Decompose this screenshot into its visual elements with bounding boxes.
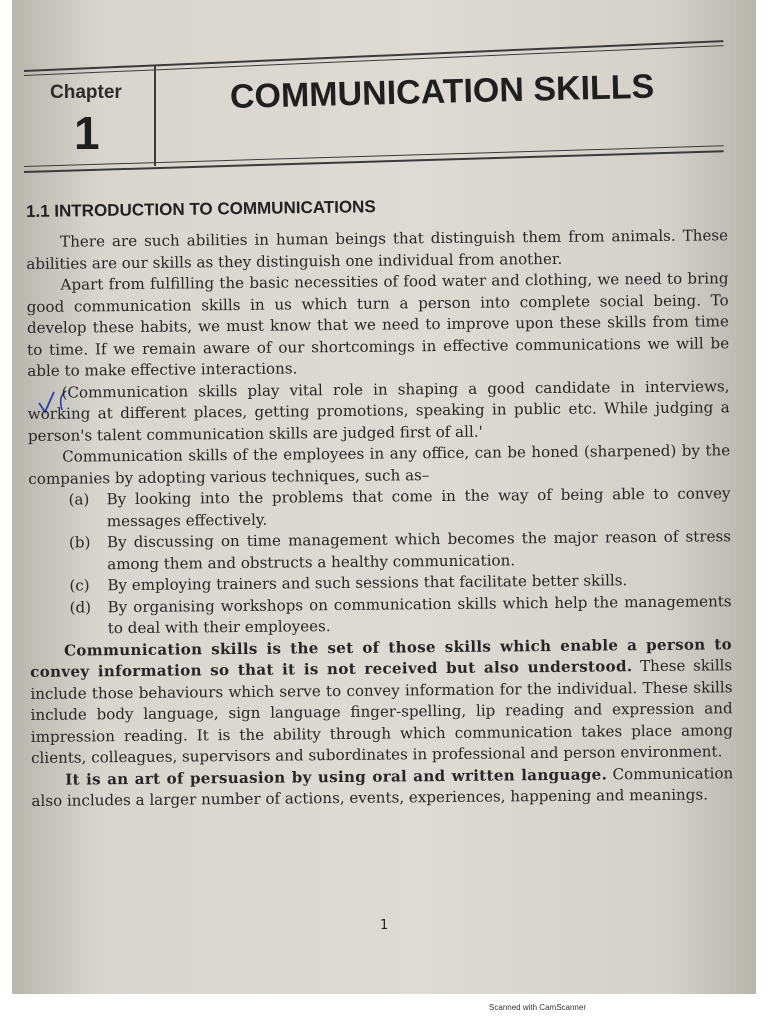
list-marker: (d) <box>69 597 92 617</box>
paragraph-2: Apart from fulfilling the basic necessities of food water and clothing, we need to bring good communication skills in us which turn a person into complete social being. To develop these habits, we must know that we need to improve upon these skills from time to time. If we remain aware of our shortcomings in effective communications we will be able to make effective interactions. <box>26 269 730 380</box>
list-item <box>68 483 730 532</box>
paragraph-1: There are such abilities in human beings that distinguish them from animals. These abilities are our skills as they distinguish one individual from another. <box>26 226 729 273</box>
techniques-list <box>68 483 731 640</box>
paragraph-6-rest: Communication also includes a larger number of actions, events, experiences, happening and meanings. <box>31 763 734 810</box>
list-item <box>70 591 732 640</box>
paragraph-4: Communication skills of the employees in any office, can be honed (sharpened) by the companies by adopting various techniques, such as– <box>28 441 731 488</box>
chapter-number: 1 <box>74 107 100 159</box>
list-text: By discussing on time management which becomes the major reason of stress among them and obstructs a healthy communication. <box>106 527 732 573</box>
paragraph-6-bold: It is an art of persuasion by using oral and written language. <box>65 764 608 789</box>
list-item <box>69 526 731 575</box>
list-text: By organising workshops on communication skills which help the managements to deal with their employees. <box>107 591 732 638</box>
body-text <box>26 225 734 812</box>
scanned-page <box>12 0 756 994</box>
paragraph-5 <box>30 634 733 770</box>
list-marker: (b) <box>68 533 91 552</box>
list-marker: (a) <box>68 490 90 509</box>
paragraph-5-bold: Communication skills is the set of those skills which enable a person to convey information so that it is not received but also understood. <box>30 634 733 681</box>
header-bottom-rule <box>24 150 724 173</box>
header-top-rule <box>24 40 723 72</box>
section-heading: 1.1 INTRODUCTION TO COMMUNICATIONS <box>25 197 376 221</box>
scanner-footer: Scanned with CamScanner <box>489 1003 586 1012</box>
chapter-label: Chapter <box>50 82 122 103</box>
paragraph-3: (Communication skills play vital role in shaping a good candidate in interviews, working at different places, getting promotions, speaking in public etc. While judging a person's talent communication skills are judged first of all.' <box>27 376 730 445</box>
header-divider <box>154 66 156 166</box>
header-bottom-rule-thin <box>24 145 724 167</box>
chapter-title: COMMUNICATION SKILLS <box>229 67 655 116</box>
list-marker: (c) <box>69 576 90 595</box>
list-text: By employing trainers and such sessions that facilitate better skills. <box>107 571 628 595</box>
paragraph-6 <box>31 763 733 813</box>
page-number: 1 <box>380 918 389 933</box>
list-text: By looking into the problems that come in the way of being able to convey messages effectively. <box>106 484 731 530</box>
paragraph-5-rest: These skills include those behaviours which serve to convey information for the individual. These skills include body language, sign language finger-spelling, lip reading and expression and impression reading. It is the ability through which communication takes place among clients, colleagues, supervisors and subordinates in professional and person environment. <box>30 656 733 767</box>
